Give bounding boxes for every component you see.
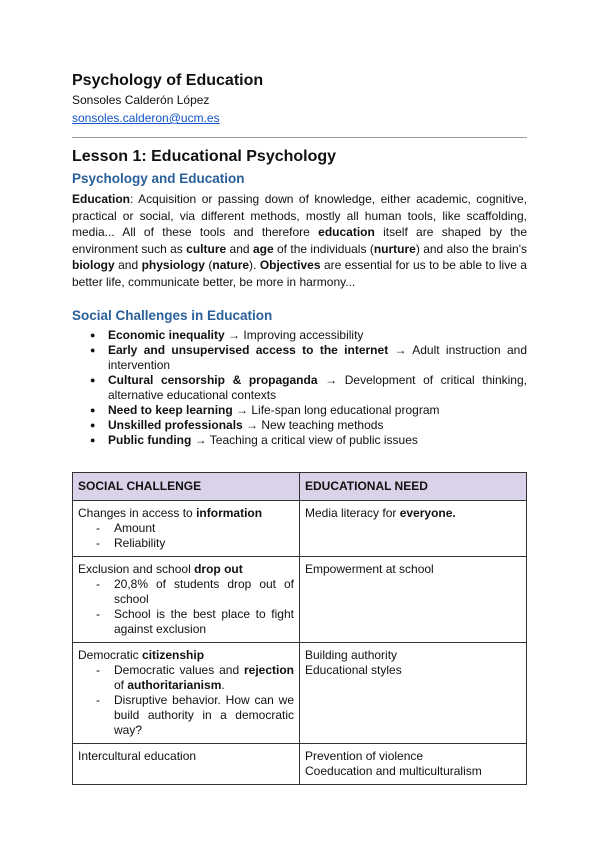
table-cell: Intercultural education xyxy=(73,744,300,785)
document-page xyxy=(72,70,527,785)
author-name: Sonsoles Calderón López xyxy=(72,93,210,107)
social-challenges-list xyxy=(72,328,527,448)
list-item: ● Unskilled professionals → New teaching methods xyxy=(108,418,527,433)
lesson-title: Lesson 1: Educational Psychology xyxy=(72,148,337,165)
author-email-link[interactable]: sonsoles.calderon@ucm.es xyxy=(72,111,220,125)
challenges-needs-table xyxy=(72,472,527,785)
sub-list xyxy=(78,663,294,738)
table-row xyxy=(73,557,527,643)
header-social-challenge: SOCIAL CHALLENGE xyxy=(73,473,300,501)
table-cell: Changes in access to information - Amount - Reliability xyxy=(73,501,300,557)
table-cell: Democratic citizenship - Democratic values and rejection of authoritarianism. - Disruptive behavior. How can we build authority in a democratic way? xyxy=(73,643,300,744)
table-cell: Empowerment at school xyxy=(300,557,527,643)
sub-list-item: - Democratic values and rejection of authoritarianism. xyxy=(114,663,294,693)
horizontal-divider xyxy=(72,137,527,138)
header-educational-need: EDUCATIONAL NEED xyxy=(300,473,527,501)
table-cell: Exclusion and school drop out - 20,8% of students drop out of school - School is the best place to fight against exclusion xyxy=(73,557,300,643)
table-row xyxy=(73,643,527,744)
table-cell: Media literacy for everyone. xyxy=(300,501,527,557)
sub-list-item: - Amount xyxy=(114,521,294,536)
table-header-row xyxy=(73,473,527,501)
document-title: Psychology of Education xyxy=(72,72,264,89)
table-row xyxy=(73,501,527,557)
table-row xyxy=(73,744,527,785)
sub-list-item: - Reliability xyxy=(114,536,294,551)
list-item: ● Early and unsupervised access to the internet → Adult instruction and intervention xyxy=(108,343,527,373)
sub-list-item: - Disruptive behavior. How can we build authority in a democratic way? xyxy=(114,693,294,738)
education-definition-paragraph: Education: Acquisition or passing down of knowledge, either academic, cognitive, practical or social, via different methods, mostly all human tools, like scaffolding, media... All of these tools and therefore education itself are shaped by the environment such as culture and age of the individuals (nurture) and also the brain's biology and physiology (nature). Objectives are essential for us to be able to live a better life, communicate better, be more in harmony... xyxy=(72,192,528,289)
table-cell: Prevention of violence Coeducation and multiculturalism xyxy=(300,744,527,785)
sub-list-item: - School is the best place to fight against exclusion xyxy=(114,607,294,637)
section-title-psychology-education: Psychology and Education xyxy=(72,171,245,186)
table-cell: Building authority Educational styles xyxy=(300,643,527,744)
sub-list xyxy=(78,521,294,551)
sub-list-item: - 20,8% of students drop out of school xyxy=(114,577,294,607)
section-title-social-challenges: Social Challenges in Education xyxy=(72,308,273,323)
list-item: ● Cultural censorship & propaganda → Development of critical thinking, alternative educational contexts xyxy=(108,373,527,403)
list-item: ● Public funding → Teaching a critical view of public issues xyxy=(108,433,527,448)
sub-list xyxy=(78,577,294,637)
list-item: ● Need to keep learning → Life-span long educational program xyxy=(108,403,527,418)
list-item: ● Economic inequality → Improving accessibility xyxy=(108,328,527,343)
